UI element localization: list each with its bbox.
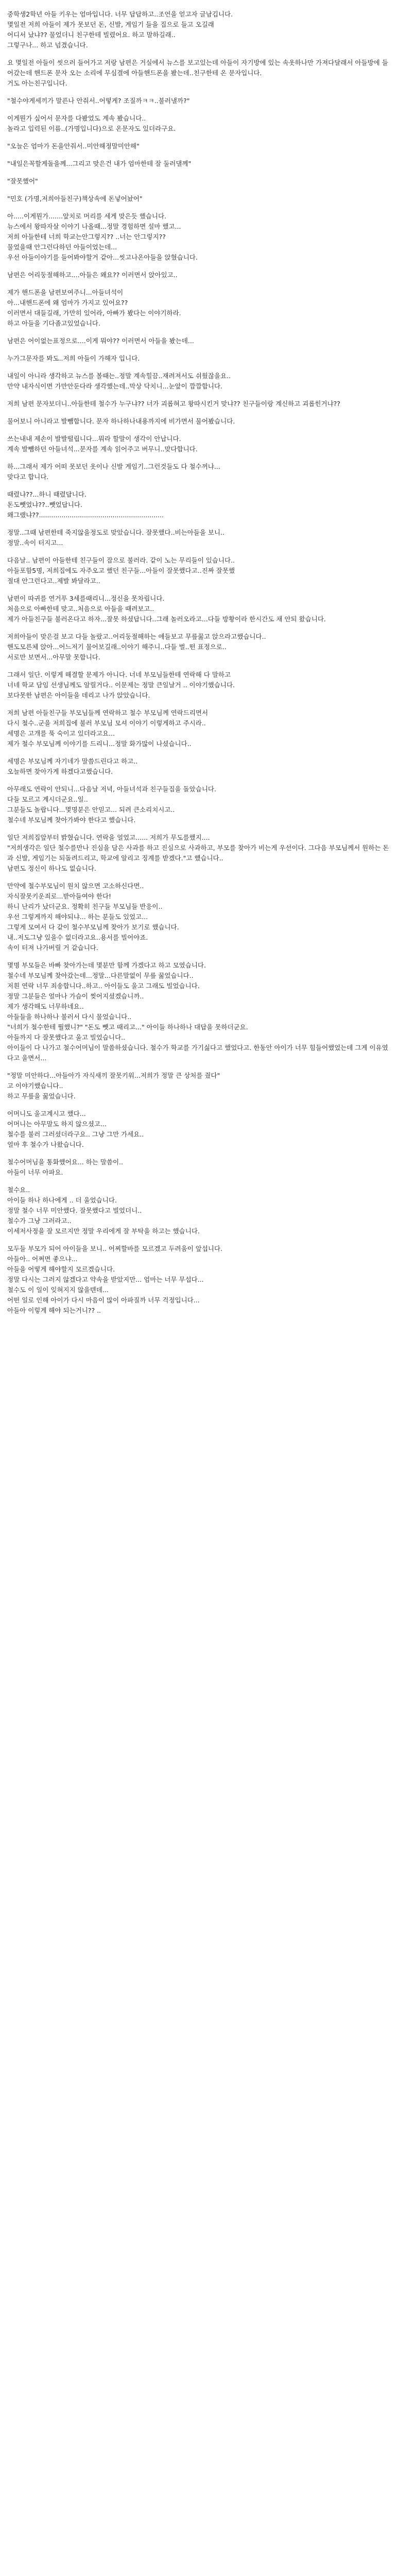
paragraph: 쓰는내내 제손이 발발떨립니다...뭐라 할말이 생각이 안납니다. 계속 발뺌하던 아들녀석...문자를 계속 읽어주고 버무니..맞다합니다.	[7, 435, 198, 453]
paragraph: 내일이 아니라 생각하고 뉴스를 볼때는..정말 계속힐끔..재려져서도 쉬웠잖을요.. 만약 내자식이면 가만안둔다라 생각했는데..막상 닥치니...눈앞이 깜깜합니다.	[7, 372, 231, 390]
paragraph: 어머니도 울고계시고 했다... 어머니는 아무말도 하지 않으셨고... 철수를 불러 그러셨더라구요.. 그냥 그만 가세요.. 얼마 후 철수가 나왔습니다.	[7, 1110, 144, 1148]
paragraph: 모두들 부모가 되어 아이들을 보니.. 어찌할바를 모르겠고 두려움이 앞섭니다. 아들아.. 어쩌면 좋으냐... 아들을 어떻게 해야할지 모르겠습니다. 정말 다시는 그러지 않겠다고 약속을 받았지만... 엄마는 너무 무섭다... 철수도 이 일이 잊혀지지 않을텐데... 어떤 일로 인해 아이가 다시 마음이 많이 아파질까 너무 걱정입니다... 아들아 이렇게 해야 되는거니?? ..	[7, 1245, 223, 1314]
paragraph: 남편은 어리둥절해하고....아들은 왜요?? 이러면서 앉아있고..	[7, 271, 178, 279]
paragraph: 제가 핸드폰을 남편보여주니...아들녀석이 아...내핸드폰에 왜 엄마가 가지고 있어요?? 이러면서 대들길래, 가만히 있어라, 아빠가 봤다는 이야기하라. 하고 아들을 기다좀고있었습니다.	[7, 289, 181, 327]
paragraph: 일단 저희집앞부터 밝혔습니다. 연락을 얼었고...... 저희가 무도를했지.... "저희생각은 일단 철수를만나 진심을 담은 사과를 하고 진심으로 사과하고, 부모를 찾아가 비는게 우선이다. 그다음 부모님께서 원하는 돈과 신발, 게임기는 되돌려드리고, 학교에 알리고 징계를 받겠다."고 했습니다.. 남편도 정신이 하나도 없습니다.	[7, 834, 389, 872]
paragraph: 저희 남편 아들친구들 부모님들께 연락하고 철수 부모님께 연락드리면서 다시 철수..군을 저희집에 불러 부모님 모셔 이야기 이렇게하고 주시라.. 세명은 고개를 푹 숙이고 있더라고요... 제가 철수 부모님께 이야기를 드리니...정말 화가많이 나셨습니다..	[7, 709, 209, 748]
paragraph: 아무래도 연락이 안되니...다음날 저녁, 아들녀석과 친구들집을 돌았습니다. 다들 모르고 계시더군요..일.. 그분들도 놀랍니다...몇명분은 안믿고... 되려 큰소리치시고.. 철수네 부모님께 찾아가봐야 한다고 했습니다.	[7, 785, 216, 824]
paragraph: 때렸냐??...하니 때렸답니다. 돈도뺏었냐??..뺏었답니다. 왜그랬냐??.............................................................	[7, 490, 164, 519]
paragraph: 저희 남편 문자보더니..아들한테 철수가 누구냐?? 너가 괴롭혀고 왕따시킨거 맞냐?? 친구들이랑 계신하고 괴롭힌거냐??	[7, 400, 340, 408]
paragraph: 누가그문자를 봐도..저희 아들이 가해자 입니다.	[7, 354, 140, 362]
quoted-message: "오늘은 엄마가 돈을안줘서..미안해정말미안해"	[7, 142, 140, 150]
paragraph: 철수요.. 아이들 하나 하나에게 .. 더 울었습니다. 정말 철수 너무 미안했다. 잘못했다고 빌었더니.. 철수가 그냥 그러라고.. 이세저사정을 잘 모르지만 정말 우리에게 잘 부탁을 하고는 했습니다.	[7, 1186, 200, 1235]
paragraph: 중학생2학년 아들 키우는 엄마입니다. 너무 답답하고..조언을 얻고자 글남깁니다. 몇일전 저희 아들이 제가 못보던 돈, 신발, 게임기 들을 집으로 들고 오길래 어디서 났냐?? 물었더니 친구한테 빌렸어요. 하고 말하길래.. 그렇구나... 하고 넘겼습니다.	[7, 10, 233, 49]
paragraph: 남편은 어이없는표정으로....이게 뭐야?? 이러면서 아들을 봤는데...	[7, 337, 194, 345]
paragraph: 다음날.. 남편이 아들한테 친구들이 잡으로 불러라. 같이 노는 무리들이 있습니다.. 아들포함5명, 저희집에도 자주오고 했던 친구들...아들이 잘못했다고..진짜 잘못했 절대 안그런다고..제발 봐달라고..	[7, 556, 235, 585]
paragraph: 철수어머님을 통화했어요... 하는 말씀이.. 아들이 너무 아파요.	[7, 1158, 123, 1176]
paragraph: "정말 미안하다...아들아가 자식새끼 잘못키워...저희가 정말 큰 상처를 줬다" 고 이야기했습니다.. 하고 무릎을 꿇었습니다.	[7, 1072, 220, 1100]
paragraph: 물어보니 아니라고 발뺌합니다. 문자 하나하나내용까지에 비가면서 물어봤습니다.	[7, 417, 235, 425]
paragraph: 남편이 따귀를 연거푸 3세를때리니...정신을 못차립니다. 처음으로 아빠한테 맞고..처음으로 아들을 때려보고.. 제가 아들친구들 불러온다고 하자...잘못 하셨답니다..그래 놀러오라고...다들 방황이라 한시간도 채 안되 왔습니다.	[7, 595, 326, 623]
paragraph: 몇명 부모들은 바빠 찾아가는데 몇분만 함께 가겠다고 하고 모였습니다. 철수네 부모님께 찾아갔는데...정말...다른말없이 무릎 꿇었습니다.. 저흰 연락 너무 죄송합니다..하고.. 아이들도 울고 그래도 빌었습니다. 정말 그분들은 얼마나 가슴이 찢어지셨겠습니까.. 제가 생각해도 너무하네요.. 아들들을 하나하나 불러서 다시 물었습니다.. "너희가 철수한테 뭘했니?" "돈도 뺏고 때리고..." 아이들 하나하나 대답을 못하더군요. 아들까지 다 잘못했다고 울고 빌었습니다.. 아이들이 다 나가고 철수어머님이 말씀하셨습니다. 철수가 학교를 가기싫다고 했었다고. 한동안 아이가 너무 힘들어했었는데 그게 이유였다고 울면서...	[7, 961, 388, 1062]
paragraph: 세명은 부모님께 자기네가 말씀드린다고 하고.. 오늘하면 찾아가게 하겠다고했습니다.	[7, 757, 138, 775]
paragraph: 그래서 일단. 이렇게 해결할 문제가 아니다. 너네 부모님들한테 연락해 다 말하고 너네 학교 담임 선생님께도 알릴거다.. 이문제는 정말 큰일날거 .. 이야기했습니다. 보다못한 남편은 아이들을 데리고 나가 앉았습니다.	[7, 671, 235, 699]
paragraph: 저희아들이 맞은걸 보고 다들 놀랐고..어리둥절해하는 애들보고 무릎꿇고 앉으라고했습니다.. 핸도모른체 앉아...어느저기 물어보길래..이야기 해주니..다들 벌..떤 표정으로.. 서로만 보면서...아무말 못합니다.	[7, 633, 266, 661]
paragraph: 하...그래서 제가 어떠 못보던 옷이나 신발 게임기..그런것들도 다 철수꺼냐... 맞다고 합니다.	[7, 463, 220, 481]
quoted-message: "내일은꼭할게돌을께...그리고 맞은건 내가 엄마한테 잘 둘러댈께"	[7, 160, 192, 167]
quoted-message: "잘못했어"	[7, 177, 38, 185]
paragraph: 요 몇일전 아들이 씻으러 들어가고 저랑 남편은 거실에서 뉴스를 보고있는데 아들이 자기방에 있는 속옷하나만 가져다달래서 아들방에 들어갔는데 핸드폰 문자 오는 소리에 무심결에 아들핸드폰을 봤는데..친구한테 온 문자입니다. 거도 아는친구입니다.	[7, 59, 388, 87]
paragraph: 만약에 철수부모님이 원치 않으면 고소하신다면.. 자식잘못키운죄로...받아들여야 한다! 하니 난리가 났더군요. 정확히 친구들 부모님들 반응이.. 우선 그렇게까지 해야되냐... 하는 분들도 있었고... 그렇게 모여서 다 같이 철수부모님께 찾아가 보기로 했습니다. 내..저도그냥 있을수 없더라고요..용서를 빌어야죠. 속이 터져 나가버릴 거 같습니다.	[7, 882, 179, 952]
quoted-message: "철수야게세끼가 말픈나 안줘서..어떻게? 조질까ㅋㅋ..불러낼까?"	[7, 97, 190, 105]
paragraph: 아.....이게뭔가.......앞치로 머리를 세게 맞은듯 했습니다. 뉴스에서 왕따자살 이야기 나올때...정말 경험하면 설마 했고... 저희 아들한테 너희 학교는안그렇지?? ..너는 안그렇지?? 물었을때 안그런다하던 아들이었는데... 우선 아들이야기를 들어봐야할거 같아...씻고나온아들을 앉혔습니다.	[7, 212, 198, 261]
quoted-message: "민호 (가명,저희아들친구)책상속에 돈넣어놨어"	[7, 195, 143, 202]
paragraph: 정말..그때 남편한테 죽지않을정도로 맞았습니다. 잘못했다..비는아들을 보니.. 정말..속이 터지고...	[7, 529, 225, 547]
paragraph: 이게뭔가 싶어서 문자를 다봤었도 계속 봤습니다.. 놀라고 입력된 이름..(가명입니다)으로 온문자도 있더라구요.	[7, 114, 176, 132]
